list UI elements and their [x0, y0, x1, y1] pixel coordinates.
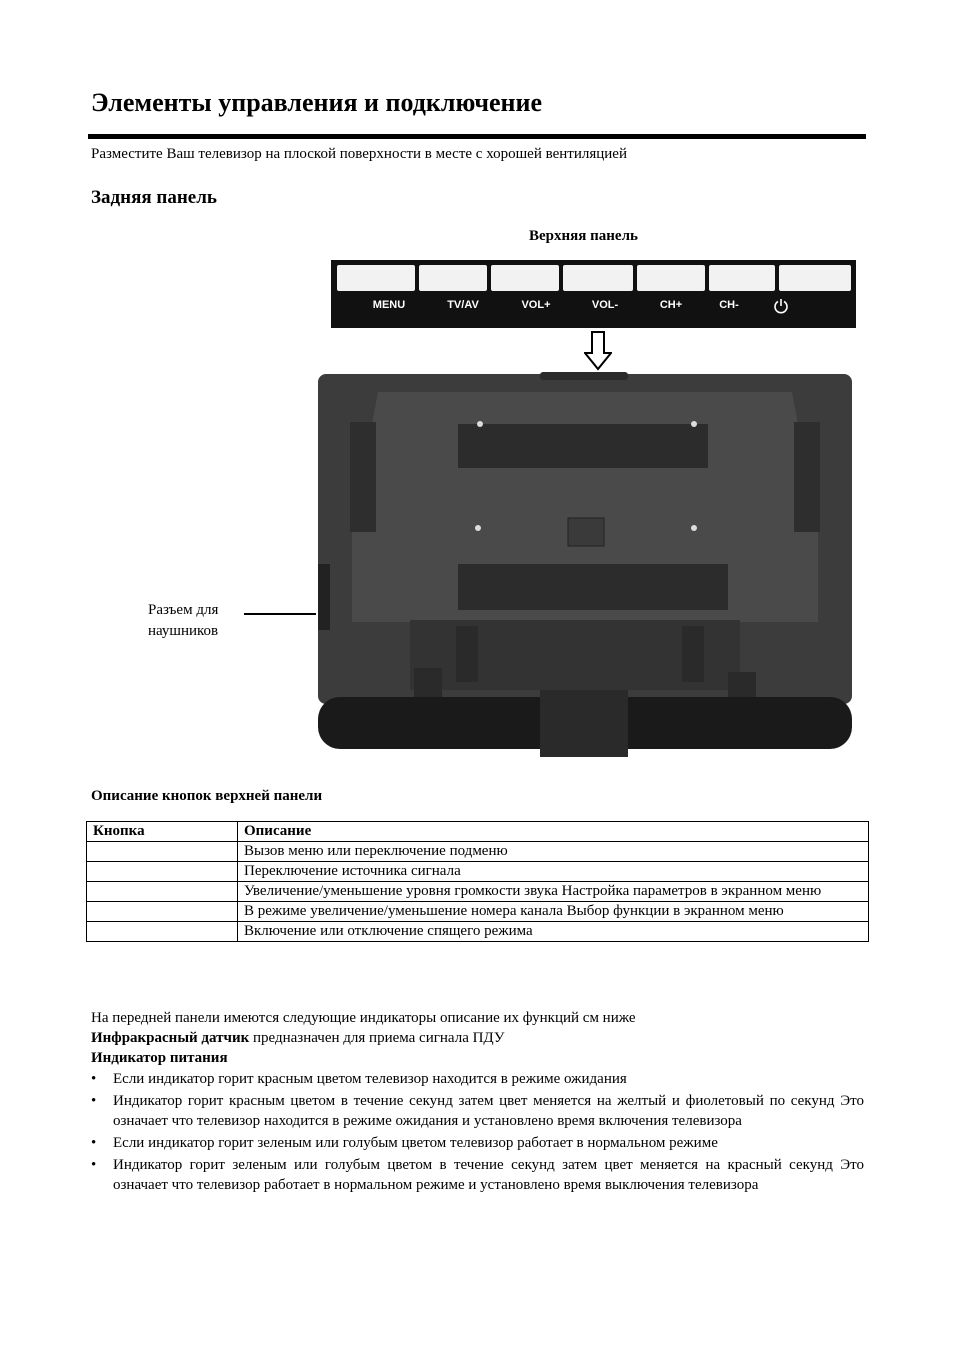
power-indicator-heading: Индикатор питания [91, 1050, 228, 1066]
table-cell-description: Переключение источника сигнала [238, 862, 869, 882]
front-panel-text: На передней панели имеются следующие индикаторы описание их функций см ниже [91, 1010, 636, 1026]
list-item: • Если индикатор горит зеленым или голубым цветом телевизор работает в нормальном режиме [91, 1133, 864, 1153]
title-rule [88, 134, 866, 139]
button-cap [491, 265, 559, 291]
table-row [87, 882, 869, 902]
headphone-jack-label: Разъем для наушников [148, 602, 219, 639]
button-cap [419, 265, 487, 291]
headphone-pointer-line [244, 613, 316, 615]
ir-sensor-text: Инфракрасный датчик предназначен для приема сигнала ПДУ [91, 1030, 505, 1046]
table-caption: Описание кнопок верхней панели [91, 788, 323, 804]
table-row [87, 862, 869, 882]
button-cap [779, 265, 851, 291]
table-cell-description: Вызов меню или переключение подменю [238, 842, 869, 862]
intro-text: Разместите Ваш телевизор на плоской поверхности в месте с хорошей вентиляцией [91, 146, 627, 162]
buttons-table [86, 821, 869, 942]
button-cap [337, 265, 415, 291]
table-header-description: Описание [238, 822, 869, 842]
list-item: • Индикатор горит зеленым или голубым цветом в течение секунд затем цвет меняется на красный секунд Это означает что телевизор работает в нормальном режиме и установлено время выключения телевизора [91, 1155, 864, 1195]
table-cell-button [87, 842, 238, 862]
page-title: Элементы управления и подключение [91, 88, 543, 117]
vol-up-button-label: VOL+ [521, 299, 551, 311]
table-cell-button [87, 922, 238, 942]
menu-button-label: MENU [372, 299, 406, 311]
power-icon [773, 298, 789, 314]
button-cap [709, 265, 775, 291]
table-cell-button [87, 862, 238, 882]
vol-down-button-label: VOL- [591, 299, 619, 311]
ch-down-button-label: CH- [719, 299, 739, 311]
table-cell-description: Включение или отключение спящего режима [238, 922, 869, 942]
table-cell-button [87, 882, 238, 902]
table-cell-description: Увеличение/уменьшение уровня громкости звука Настройка параметров в экранном меню [238, 882, 869, 902]
table-row [87, 842, 869, 862]
table-cell-description: В режиме увеличение/уменьшение номера канала Выбор функции в экранном меню [238, 902, 869, 922]
table-header-button: Кнопка [87, 822, 238, 842]
list-item: • Индикатор горит красным цветом в течение секунд затем цвет меняется на желтый и фиолетовый по секунд Это означает что телевизор находится в режиме ожидания и установлено время включения телевизора [91, 1091, 864, 1131]
top-panel-caption: Верхняя панель [529, 228, 638, 244]
tv-back-image [318, 372, 852, 757]
indicator-list [91, 1069, 864, 1197]
button-cap [637, 265, 705, 291]
table-header-row [87, 822, 869, 842]
ch-up-button-label: CH+ [659, 299, 683, 311]
button-cap [563, 265, 633, 291]
list-item: • Если индикатор горит красным цветом телевизор находится в режиме ожидания [91, 1069, 864, 1089]
tvav-button-label: TV/AV [447, 299, 479, 311]
table-cell-button [87, 902, 238, 922]
top-panel-image [331, 260, 856, 328]
table-row [87, 902, 869, 922]
table-row [87, 922, 869, 942]
section-title: Задняя панель [91, 187, 217, 208]
arrow-down-icon [584, 331, 612, 371]
